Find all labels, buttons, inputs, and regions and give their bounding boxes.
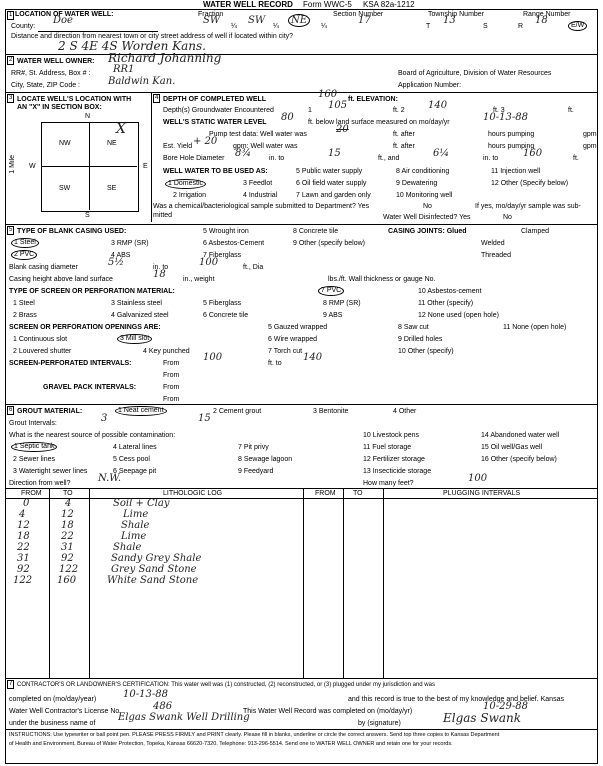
- s6-title: GROUT MATERIAL:: [17, 408, 83, 415]
- log-vline-4: [343, 488, 344, 678]
- diameter-label: Blank casing diameter: [9, 264, 78, 271]
- fraction-3: NE: [288, 14, 310, 27]
- log-to-header: TO: [63, 490, 73, 497]
- section-number-5: 5: [9, 227, 13, 233]
- distance-label: Distance and direction from nearest town or city street address of well if located within city?: [11, 33, 294, 40]
- casing-7: 7 Fiberglass: [203, 252, 242, 259]
- use-11: 11 Injection well: [491, 168, 541, 175]
- opening-2: 2 Louvered shutter: [13, 348, 72, 355]
- instructions-2: of Health and Environment, Bureau of Water Protection, Topeka, Kansas 66620-7320. Telephone: 913-296-5514. Send one to WATER WELL OWNER and retain one for your records.: [9, 741, 453, 747]
- height-label: Casing height above land surface: [9, 276, 113, 283]
- record-date: 10-29-88: [483, 701, 528, 712]
- screen-12: 12 None used (open hole): [418, 312, 499, 319]
- gw1-value: 105: [328, 100, 348, 111]
- r-label: R: [518, 23, 524, 30]
- county-label: County:: [11, 23, 36, 30]
- contam-2: 2 Sewer lines: [13, 456, 56, 463]
- plug-from-header: FROM: [315, 490, 336, 497]
- contam-10: 10 Livestock pens: [363, 432, 420, 439]
- bore-2: 15: [328, 148, 341, 159]
- screen-7: 7 PVC: [318, 286, 344, 296]
- opening-10: 10 Other (specify): [398, 348, 454, 355]
- business-value: Elgas Swank Well Drilling: [118, 712, 250, 723]
- divider-7: [5, 729, 597, 730]
- screen-5: 5 Fiberglass: [203, 300, 242, 307]
- use-12: 12 Other (Specify below): [491, 180, 569, 187]
- form-number: Form WWC-5: [303, 0, 352, 9]
- wall-label: lbs./ft. Wall thickness or gauge No.: [328, 276, 436, 283]
- gw-ft: ft.: [568, 107, 574, 114]
- grout-2: 2 Cement grout: [213, 408, 262, 415]
- contam-5: 5 Cess pool: [113, 456, 150, 463]
- grout-4: 4 Other: [393, 408, 417, 415]
- section-box-hline: [41, 166, 137, 167]
- use-9: 9 Dewatering: [396, 180, 438, 187]
- distance-value: 2 S 4E 4S Worden Kans.: [58, 39, 206, 53]
- opening-3: 3 Mill slot: [117, 334, 152, 344]
- chem-no: No: [423, 203, 432, 210]
- screen-4: 4 Galvanized steel: [111, 312, 169, 319]
- log-to-4: 31: [61, 542, 74, 553]
- east-label: E: [143, 163, 148, 170]
- litho-header: LITHOLOGIC LOG: [163, 490, 223, 497]
- instructions-1: INSTRUCTIONS: Use typewriter or ball point pen. PLEASE PRESS FIRMLY and PRINT clearly. Please fill in blanks, underline or circle the correct answers. Send top three copies to Kansas Department: [9, 732, 500, 738]
- contam-11: 11 Fuel storage: [363, 444, 412, 451]
- use-4: 4 Industrial: [243, 192, 278, 199]
- log-desc-4: Shale: [113, 542, 142, 553]
- quarter-3: ¼: [321, 23, 327, 30]
- contam-3: 3 Watertight sewer lines: [13, 468, 88, 475]
- signature: Elgas Swank: [443, 711, 522, 725]
- bore-label: Bore Hole Diameter: [163, 155, 225, 162]
- spi-label: SCREEN-PERFORATED INTERVALS:: [9, 360, 132, 367]
- yield-gpm: gpm: [583, 143, 597, 150]
- spi-ft-to: ft. to: [268, 360, 282, 367]
- log-from-0: 0: [23, 498, 30, 509]
- log-from-6: 92: [17, 564, 30, 575]
- completed-value: 10-13-88: [123, 689, 168, 700]
- mile-label: 1 Mile: [9, 155, 16, 174]
- screen-3: 3 Stainless steel: [111, 300, 162, 307]
- county-underline: [38, 31, 158, 32]
- casing-2: 2 PVC: [11, 250, 37, 260]
- grout-intervals-label: Grout Intervals:: [9, 420, 57, 427]
- grout-to: 15: [198, 413, 211, 424]
- plug-header: PLUGGING INTERVALS: [443, 490, 521, 497]
- completed-label: completed on (mo/day/year): [9, 696, 97, 703]
- opening-11: 11 None (open hole): [503, 324, 567, 331]
- divider-3-4: [151, 92, 152, 222]
- east-west: E/W: [568, 21, 587, 31]
- city-label: City, State, ZIP Code :: [11, 82, 80, 89]
- casing-3: 3 RMP (SR): [111, 240, 149, 247]
- gp-label: GRAVEL PACK INTERVALS:: [43, 384, 137, 391]
- howmany-value: 100: [468, 473, 488, 484]
- log-from-7: 122: [13, 575, 33, 586]
- contam-12: 12 Fertilizer storage: [363, 456, 425, 463]
- diameter-value: 5½: [108, 257, 125, 268]
- static-label: WELL'S STATIC WATER LEVEL: [163, 119, 267, 126]
- gw1-n: 1: [308, 107, 312, 114]
- use-7: 7 Lawn and garden only: [296, 192, 371, 199]
- yield-label: Est. Yield: [163, 143, 193, 150]
- city-value: Baldwin Kan.: [108, 76, 176, 87]
- spi-from-label: From: [163, 360, 180, 367]
- chem-ifyes: If yes, mo/day/yr sample was sub-: [475, 203, 581, 210]
- owner-value: Richard Johanning: [108, 51, 222, 65]
- quarter-1: ¼: [231, 23, 237, 30]
- contam-6: 6 Seepage pit: [113, 468, 157, 475]
- casing-5: 5 Wrought iron: [203, 228, 249, 235]
- opening-4: 4 Key punched: [143, 348, 190, 355]
- diameter-ft: ft., Dia: [243, 264, 264, 271]
- log-vline-5: [383, 488, 384, 678]
- opening-9: 9 Drilled holes: [398, 336, 443, 343]
- log-desc-0: Soil + Clay: [113, 498, 170, 509]
- pump-hours: hours pumping: [488, 131, 535, 138]
- casing-4: 4 ABS: [111, 252, 131, 259]
- se-label: SE: [107, 185, 117, 192]
- contam-4: 4 Lateral lines: [113, 444, 157, 451]
- fraction-2: SW: [248, 15, 266, 26]
- fraction-label: Fraction: [198, 11, 224, 18]
- use-10: 10 Monitoring well: [396, 192, 453, 199]
- bore-4: 160: [523, 148, 543, 159]
- log-to-1: 12: [61, 509, 74, 520]
- yield-hours: hours pumping: [488, 143, 535, 150]
- fraction-1: SW: [203, 15, 221, 26]
- log-from-header: FROM: [21, 490, 42, 497]
- county-value: Doe: [53, 15, 73, 26]
- contam-8: 8 Sewage lagoon: [238, 456, 293, 463]
- divider-4: [5, 224, 597, 225]
- south-label: S: [85, 212, 90, 219]
- openings-label: SCREEN OR PERFORATION OPENINGS ARE:: [9, 324, 161, 331]
- grout-1: 1 Neat cement: [115, 406, 167, 416]
- direction-value: N.W.: [98, 473, 121, 484]
- divider-log: [5, 678, 597, 679]
- pump-after: ft. after: [393, 131, 415, 138]
- section-label: Section Number: [333, 11, 384, 18]
- range-label: Range Number: [523, 11, 571, 18]
- joints-label: CASING JOINTS: Glued: [388, 228, 467, 235]
- screen-8: 8 RMP (SR): [323, 300, 361, 307]
- license-value: 486: [153, 701, 173, 712]
- log-from-5: 31: [17, 553, 30, 564]
- contam-14: 14 Abandoned water well: [481, 432, 560, 439]
- contam-15: 15 Oil well/Gas well: [481, 444, 543, 451]
- log-vline-3: [303, 488, 304, 678]
- use-8: 8 Air conditioning: [396, 168, 450, 175]
- log-to-5: 92: [61, 553, 74, 564]
- yield-after: ft. after: [393, 143, 415, 150]
- spi-from-label-2: From: [163, 372, 180, 379]
- log-desc-5: Sandy Grey Shale: [111, 553, 202, 564]
- log-desc-2: Shale: [121, 520, 150, 531]
- depth-label: DEPTH OF COMPLETED WELL: [163, 96, 267, 103]
- section-number-1: 1: [9, 12, 13, 18]
- log-to-3: 22: [61, 531, 74, 542]
- joints-welded: Welded: [481, 240, 505, 247]
- divider-6: [5, 488, 597, 489]
- water-well-record-form: [3, 0, 600, 766]
- form-title: WATER WELL RECORD: [203, 0, 293, 9]
- use-1: 1 Domestic: [165, 179, 206, 189]
- casing-6: 6 Asbestos-Cement: [203, 240, 265, 247]
- casing-8: 8 Concrete tile: [293, 228, 339, 235]
- log-to-6: 122: [59, 564, 79, 575]
- static-unit: ft. below land surface measured on mo/day/yr: [308, 119, 450, 126]
- bore-ft: ft.: [573, 155, 579, 162]
- divider-2: [5, 92, 597, 93]
- height-unit: in., weight: [183, 276, 215, 283]
- opening-7: 7 Torch cut: [268, 348, 303, 355]
- static-date: 10-13-88: [483, 112, 528, 123]
- s2-title: WATER WELL OWNER:: [17, 58, 95, 65]
- plug-to-header: TO: [353, 490, 363, 497]
- nw-label: NW: [59, 140, 71, 147]
- screen-9: 9 ABS: [323, 312, 343, 319]
- yield-value: + 20: [193, 136, 218, 147]
- township-value: 13: [443, 15, 456, 26]
- gw3-n: ft. 3: [493, 107, 505, 114]
- license-label: Water Well Contractor's License No.: [9, 708, 122, 715]
- contam-label: What is the nearest source of possible contamination:: [9, 432, 176, 439]
- yield-gpm-label: gpm: Well water was: [233, 143, 298, 150]
- depth-value: 160: [318, 89, 338, 100]
- business-label: under the business name of: [9, 720, 96, 727]
- gp-from-label-2: From: [163, 396, 180, 403]
- contam-13: 13 Insecticide storage: [363, 468, 432, 475]
- gw2-value: 140: [428, 100, 448, 111]
- log-vline-1: [49, 488, 50, 678]
- grout-from: 3: [101, 413, 108, 424]
- screen-11: 11 Other (specify): [418, 300, 474, 307]
- true-text: and this record is true to the best of my knowledge and belief. Kansas: [348, 696, 564, 703]
- s5-title: TYPE OF BLANK CASING USED:: [17, 228, 127, 235]
- opening-6: 6 Wire wrapped: [268, 336, 318, 343]
- quarter-2: ¼: [273, 23, 279, 30]
- gw2-n: ft. 2: [393, 107, 405, 114]
- location-mark: X: [116, 121, 126, 137]
- log-desc-6: Grey Sand Stone: [111, 564, 197, 575]
- disinfected-label: Water Well Disinfected? Yes: [383, 214, 471, 221]
- disinfected-no: No: [503, 214, 512, 221]
- opening-5: 5 Gauzed wrapped: [268, 324, 328, 331]
- diameter-to: in. to: [153, 264, 169, 271]
- log-to-0: 4: [65, 498, 72, 509]
- log-desc-1: Lime: [123, 509, 149, 520]
- log-from-1: 4: [19, 509, 26, 520]
- casing-1: 1 Steel: [11, 238, 39, 248]
- bore-3: 6¼: [433, 148, 450, 159]
- log-from-2: 12: [17, 520, 30, 531]
- section-number-3: 3: [9, 95, 13, 101]
- joints-clamped: Clamped: [521, 228, 550, 235]
- s3-title: LOCATE WELL'S LOCATION WITH: [17, 96, 132, 103]
- use-6: 6 Oil field water supply: [296, 180, 367, 187]
- screen-6: 6 Concrete tile: [203, 312, 249, 319]
- howmany-label: How many feet?: [363, 480, 414, 487]
- sw-label: SW: [59, 185, 71, 192]
- township-label: Township Number: [428, 11, 485, 18]
- joints-threaded: Threaded: [481, 252, 511, 259]
- chem-mitted: mitted: [153, 212, 173, 219]
- bore-1: 8¾: [235, 148, 252, 159]
- contam-9: 9 Feedyard: [238, 468, 274, 475]
- section-value: 17: [358, 15, 371, 26]
- log-from-3: 18: [17, 531, 30, 542]
- log-to-2: 18: [61, 520, 74, 531]
- rr-label: RR#, St. Address, Box # :: [11, 70, 91, 77]
- ksa-number: KSA 82a-1212: [363, 0, 415, 9]
- casing-9: 9 Other (specify below): [293, 240, 365, 247]
- static-value: 80: [281, 112, 294, 123]
- pump-gpm: gpm: [583, 131, 597, 138]
- west-label: W: [29, 163, 36, 170]
- bore-in-to: in. to: [269, 155, 285, 162]
- height-value: 18: [153, 269, 166, 280]
- pump-value: 20: [336, 124, 349, 135]
- divider-1: [5, 54, 597, 55]
- use-5: 5 Public water supply: [296, 168, 363, 175]
- log-to-7: 160: [57, 575, 77, 586]
- bore-in-to-2: in. to: [483, 155, 499, 162]
- use-label: WELL WATER TO BE USED AS:: [163, 168, 268, 175]
- log-desc-3: Lime: [121, 531, 147, 542]
- range-value: 18: [535, 15, 548, 26]
- ne-label: NE: [107, 140, 117, 147]
- section-number-7: 7: [9, 681, 13, 687]
- screen-2: 2 Brass: [13, 312, 37, 319]
- cert-line-1: CONTRACTOR'S OR LANDOWNER'S CERTIFICATION: This water well was (1) constructed, (2) reconstructed, or (3) plugged under my jurisdiction and was: [17, 682, 435, 688]
- contam-16: 16 Other (specify below): [481, 456, 557, 463]
- rr-value: RR1: [113, 64, 135, 75]
- section-number-4: 4: [155, 95, 159, 101]
- spi-from: 100: [203, 352, 223, 363]
- log-from-4: 22: [17, 542, 30, 553]
- pump-label: Pump test data: Well water was: [209, 131, 307, 138]
- section-number-6: 6: [9, 407, 13, 413]
- contam-7: 7 Pit privy: [238, 444, 269, 451]
- direction-label: Direction from well?: [9, 480, 71, 487]
- gp-from-label: From: [163, 384, 180, 391]
- chem-label: Was a chemical/bacteriological sample submitted to Department? Yes: [153, 203, 370, 210]
- s-label: S: [483, 23, 488, 30]
- depth-unit: ft. ELEVATION:: [348, 96, 398, 103]
- log-desc-7: White Sand Stone: [107, 575, 199, 586]
- s1-title: LOCATION OF WATER WELL:: [15, 11, 114, 18]
- grout-3: 3 Bentonite: [313, 408, 349, 415]
- s3-title2: AN "X" IN SECTION BOX:: [17, 104, 102, 111]
- by-label: by (signature): [358, 720, 401, 727]
- screen-10: 10 Asbestos-cement: [418, 288, 482, 295]
- use-3: 3 Feedlot: [243, 180, 273, 187]
- screen-label: TYPE OF SCREEN OR PERFORATION MATERIAL:: [9, 288, 175, 295]
- divider-5: [5, 404, 597, 405]
- board-label: Board of Agriculture, Division of Water Resources: [398, 70, 552, 77]
- log-header-line: [5, 498, 597, 499]
- log-vline-2: [89, 488, 90, 678]
- diameter-2: 100: [199, 257, 219, 268]
- opening-1: 1 Continuous slot: [13, 336, 68, 343]
- north-label: N: [85, 113, 91, 120]
- application-label: Application Number:: [398, 82, 462, 89]
- bore-and: ft., and: [378, 155, 400, 162]
- use-2: 2 Irrigation: [173, 192, 207, 199]
- contam-1: 1 Septic tank: [11, 442, 57, 452]
- screen-1: 1 Steel: [13, 300, 35, 307]
- section-number-2: 2: [9, 57, 13, 63]
- opening-8: 8 Saw cut: [398, 324, 429, 331]
- t-label: T: [426, 23, 431, 30]
- gw-label: Depth(s) Groundwater Encountered: [163, 107, 274, 114]
- record-label: This Water Well Record was completed on (mo/day/yr): [243, 708, 413, 715]
- spi-to: 140: [303, 352, 323, 363]
